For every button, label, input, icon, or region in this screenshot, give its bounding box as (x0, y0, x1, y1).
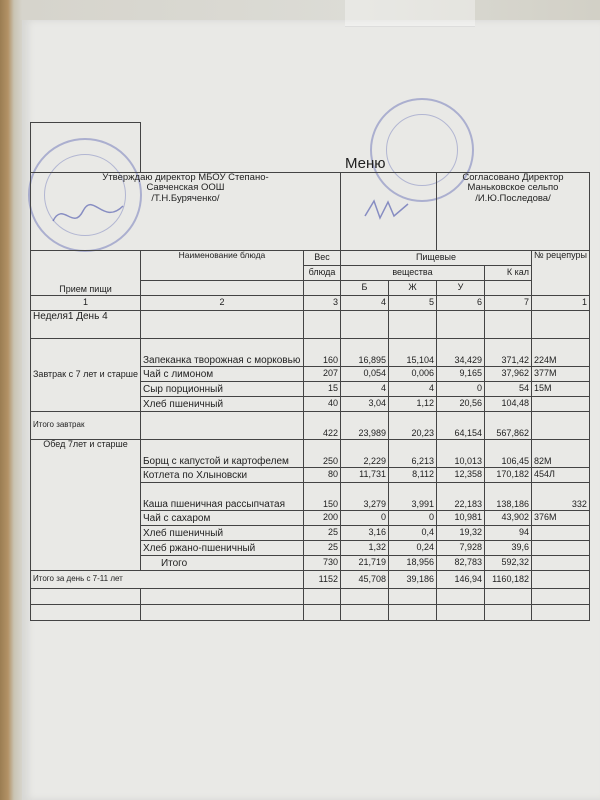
dish-weight: 80 (303, 468, 340, 483)
dish-name: Запеканка творожная с морковью (140, 339, 303, 367)
dish-weight: 250 (303, 440, 340, 468)
approval-left (31, 173, 341, 251)
col-number: 1 (31, 296, 141, 311)
dish-u: 9,165 (436, 367, 484, 382)
dish-name: Котлета по Хлыновски (140, 468, 303, 483)
dish-name: Борщ с капустой и картофелем (140, 440, 303, 468)
header-dish: Наименование блюда (140, 251, 303, 281)
dish-b: 16,895 (340, 339, 388, 367)
approval-gap (340, 173, 436, 251)
dish-recipe: 454Л (531, 468, 589, 483)
header-weight-bottom: блюда (303, 266, 340, 281)
approval-right-line1: Согласовано Директор (462, 172, 564, 183)
dish-b: 3,16 (340, 526, 388, 541)
header-nutrients-bottom: вещества (340, 266, 484, 281)
dish-zh: 8,112 (388, 468, 436, 483)
header-empty (484, 281, 531, 296)
total-u: 82,783 (436, 556, 484, 571)
menu-table (30, 122, 590, 621)
dish-recipe (531, 541, 589, 556)
header-kcal: К кал (484, 266, 531, 281)
day-total-zh: 39,186 (388, 571, 436, 589)
day-total-b: 45,708 (340, 571, 388, 589)
approval-left-line2: Савченская ООШ (146, 182, 225, 194)
header-b: Б (340, 281, 388, 296)
dish-u: 7,928 (436, 541, 484, 556)
breakfast-label: Завтрак с 7 лет и старше (31, 339, 141, 412)
dish-kcal: 54 (484, 382, 531, 397)
col-number: 5 (388, 296, 436, 311)
dish-name: Чай с лимоном (140, 367, 303, 382)
dish-b: 2,229 (340, 440, 388, 468)
dish-recipe: 82М (531, 440, 589, 468)
dish-kcal: 170,182 (484, 468, 531, 483)
dish-kcal: 106,45 (484, 440, 531, 468)
dish-b: 3,279 (340, 483, 388, 511)
total-zh: 20,23 (388, 412, 436, 440)
dish-recipe: 332 (531, 483, 589, 511)
breakfast-total-label: Итого завтрак (31, 412, 141, 440)
dish-zh: 6,213 (388, 440, 436, 468)
dish-u: 12,358 (436, 468, 484, 483)
dish-b: 3,04 (340, 397, 388, 412)
dish-u: 20,56 (436, 397, 484, 412)
tape-strip (345, 0, 475, 27)
header-recipe: № рецепуры (531, 251, 589, 296)
col-number: 1 (531, 296, 589, 311)
dish-zh: 0,24 (388, 541, 436, 556)
total-b: 23,989 (340, 412, 388, 440)
day-total-label: Итого за день с 7-11 лет (31, 571, 304, 589)
dish-zh: 0,4 (388, 526, 436, 541)
dish-kcal: 94 (484, 526, 531, 541)
dish-kcal: 43,902 (484, 511, 531, 526)
total-weight: 730 (303, 556, 340, 571)
approval-left-line1: Утверждаю директор МБОУ Степано- (102, 172, 269, 183)
dish-weight: 150 (303, 483, 340, 511)
dish-zh: 0 (388, 511, 436, 526)
dish-recipe: 376М (531, 511, 589, 526)
total-weight: 422 (303, 412, 340, 440)
dish-u: 0 (436, 382, 484, 397)
dish-kcal: 39,6 (484, 541, 531, 556)
dish-name: Чай с сахаром (140, 511, 303, 526)
header-nutrients-top: Пищевые (340, 251, 531, 266)
dish-b: 1,32 (340, 541, 388, 556)
approval-right-line2: Маньковское сельпо (467, 182, 559, 194)
dish-u: 22,183 (436, 483, 484, 511)
dish-name: Хлеб пшеничный (140, 526, 303, 541)
day-total-weight: 1152 (303, 571, 340, 589)
day-total-u: 146,94 (436, 571, 484, 589)
header-u: У (436, 281, 484, 296)
day-total-kcal: 1160,182 (484, 571, 531, 589)
dish-zh: 15,104 (388, 339, 436, 367)
dish-weight: 160 (303, 339, 340, 367)
header-weight-top: Вес (303, 251, 340, 266)
dish-b: 0 (340, 511, 388, 526)
dish-u: 10,981 (436, 511, 484, 526)
approval-right-line3: /И.Ю.Последова/ (475, 192, 551, 204)
dish-kcal: 371,42 (484, 339, 531, 367)
dish-name: Хлеб ржано-пшеничный (140, 541, 303, 556)
corner-cell (31, 123, 141, 173)
total-zh: 18,956 (388, 556, 436, 571)
dish-weight: 207 (303, 367, 340, 382)
header-zh: Ж (388, 281, 436, 296)
dish-u: 10,013 (436, 440, 484, 468)
dish-weight: 25 (303, 541, 340, 556)
dish-b: 4 (340, 382, 388, 397)
total-b: 21,719 (340, 556, 388, 571)
dish-recipe (531, 397, 589, 412)
col-number: 7 (484, 296, 531, 311)
dish-zh: 1,12 (388, 397, 436, 412)
dish-zh: 0,006 (388, 367, 436, 382)
dish-weight: 40 (303, 397, 340, 412)
approval-right (436, 173, 589, 251)
page-title: Меню (140, 123, 589, 173)
dish-kcal: 104,48 (484, 397, 531, 412)
dish-weight: 15 (303, 382, 340, 397)
dish-name: Хлеб пшеничный (140, 397, 303, 412)
week-day-label: Неделя1 День 4 (31, 311, 141, 339)
dish-zh: 3,991 (388, 483, 436, 511)
dish-kcal: 37,962 (484, 367, 531, 382)
dish-name: Каша пшеничная рассыпчатая (140, 483, 303, 511)
header-meal: Прием пищи (31, 251, 141, 296)
dish-weight: 25 (303, 526, 340, 541)
total-u: 64,154 (436, 412, 484, 440)
dish-u: 34,429 (436, 339, 484, 367)
dish-name: Сыр порционный (140, 382, 303, 397)
col-number: 6 (436, 296, 484, 311)
dish-recipe: 377М (531, 367, 589, 382)
dish-recipe: 15М (531, 382, 589, 397)
dish-kcal: 138,186 (484, 483, 531, 511)
dish-weight: 200 (303, 511, 340, 526)
dish-b: 11,731 (340, 468, 388, 483)
dish-recipe: 224М (531, 339, 589, 367)
dish-u: 19,32 (436, 526, 484, 541)
dish-b: 0,054 (340, 367, 388, 382)
dish-recipe (531, 526, 589, 541)
total-kcal: 567,862 (484, 412, 531, 440)
lunch-total-label: Итого (140, 556, 303, 571)
col-number: 4 (340, 296, 388, 311)
lunch-label: Обед 7лет и старше (31, 440, 141, 571)
dish-zh: 4 (388, 382, 436, 397)
header-empty (303, 281, 340, 296)
header-empty (140, 281, 303, 296)
col-number: 2 (140, 296, 303, 311)
approval-left-line3: /Т.Н.Буряченко/ (151, 192, 220, 204)
col-number: 3 (303, 296, 340, 311)
total-kcal: 592,32 (484, 556, 531, 571)
